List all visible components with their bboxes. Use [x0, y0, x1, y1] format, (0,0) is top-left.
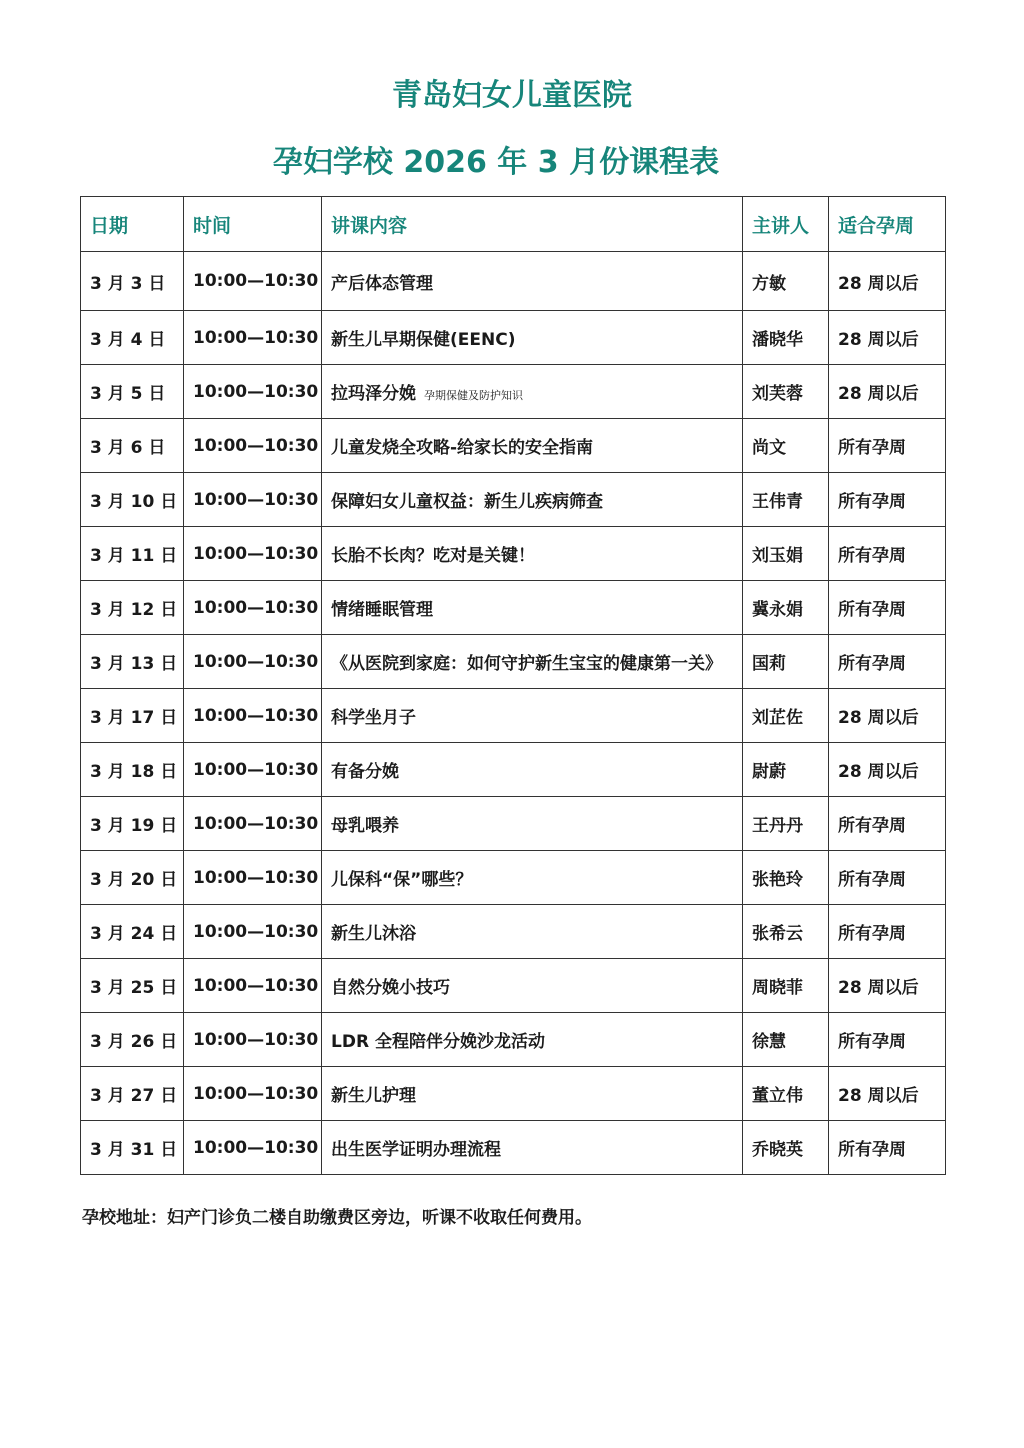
- cell-weeks: 28 周以后: [829, 311, 946, 365]
- cell-date: 3 月 31 日: [81, 1121, 184, 1175]
- cell-weeks: 所有孕周: [829, 1013, 946, 1067]
- cell-topic: [322, 365, 743, 419]
- cell-weeks: 所有孕周: [829, 419, 946, 473]
- cell-weeks: 所有孕周: [829, 1121, 946, 1175]
- cell-topic: [322, 419, 743, 473]
- table-header-row: [81, 197, 946, 252]
- cell-speaker: 张艳玲: [743, 851, 829, 905]
- table-row: [81, 851, 946, 905]
- topic-text: 母乳喂养: [331, 816, 399, 836]
- cell-date: 3 月 18 日: [81, 743, 184, 797]
- cell-topic: [322, 689, 743, 743]
- table-body: [81, 252, 946, 1175]
- cell-time: 10:00—10:30: [184, 797, 322, 851]
- cell-speaker: 尉蔚: [743, 743, 829, 797]
- table-row: [81, 743, 946, 797]
- cell-time: 10:00—10:30: [184, 527, 322, 581]
- table-row: [81, 1067, 946, 1121]
- cell-topic: [322, 797, 743, 851]
- column-header-time: 时间: [184, 197, 322, 252]
- topic-text: LDR 全程陪伴分娩沙龙活动: [331, 1032, 545, 1052]
- cell-topic: [322, 252, 743, 311]
- cell-speaker: 王丹丹: [743, 797, 829, 851]
- cell-topic: [322, 1013, 743, 1067]
- cell-topic: [322, 905, 743, 959]
- column-header-speaker: 主讲人: [743, 197, 829, 252]
- cell-speaker: 张希云: [743, 905, 829, 959]
- topic-text: 出生医学证明办理流程: [331, 1140, 501, 1160]
- cell-date: 3 月 19 日: [81, 797, 184, 851]
- cell-weeks: 所有孕周: [829, 905, 946, 959]
- cell-topic: [322, 743, 743, 797]
- table-row: [81, 1121, 946, 1175]
- topic-text: 情绪睡眠管理: [331, 600, 433, 620]
- hospital-name: 青岛妇女儿童医院: [392, 78, 632, 113]
- table-row: [81, 635, 946, 689]
- topic-text: 新生儿早期保健(EENC): [331, 330, 516, 350]
- cell-date: 3 月 13 日: [81, 635, 184, 689]
- table-row: [81, 581, 946, 635]
- table-row: [81, 311, 946, 365]
- topic-text: 儿童发烧全攻略-给家长的安全指南: [331, 438, 594, 458]
- topic-note: 孕期保健及防护知识: [424, 389, 523, 402]
- table-row: [81, 959, 946, 1013]
- cell-topic: [322, 473, 743, 527]
- cell-speaker: 刘玉娟: [743, 527, 829, 581]
- topic-text: 《从医院到家庭：如何守护新生宝宝的健康第一关》: [331, 654, 722, 674]
- cell-topic: [322, 581, 743, 635]
- cell-speaker: 王伟青: [743, 473, 829, 527]
- cell-time: 10:00—10:30: [184, 473, 322, 527]
- cell-topic: [322, 311, 743, 365]
- cell-time: 10:00—10:30: [184, 419, 322, 473]
- cell-time: 10:00—10:30: [184, 851, 322, 905]
- table-row: [81, 905, 946, 959]
- cell-weeks: 28 周以后: [829, 689, 946, 743]
- cell-weeks: 28 周以后: [829, 743, 946, 797]
- topic-text: 有备分娩: [331, 762, 399, 782]
- cell-time: 10:00—10:30: [184, 1121, 322, 1175]
- cell-date: 3 月 25 日: [81, 959, 184, 1013]
- cell-topic: [322, 959, 743, 1013]
- cell-weeks: 28 周以后: [829, 1067, 946, 1121]
- cell-topic: [322, 851, 743, 905]
- school-address-note: 孕校地址：妇产门诊负二楼自助缴费区旁边，听课不收取任何费用。: [82, 1208, 592, 1228]
- cell-topic: [322, 635, 743, 689]
- course-schedule-table: [80, 196, 946, 1175]
- topic-text: 拉玛泽分娩: [331, 384, 416, 404]
- table-row: [81, 527, 946, 581]
- topic-text: 儿保科“保”哪些？: [331, 870, 473, 890]
- cell-time: 10:00—10:30: [184, 581, 322, 635]
- cell-speaker: 周晓菲: [743, 959, 829, 1013]
- cell-date: 3 月 11 日: [81, 527, 184, 581]
- topic-text: 产后体态管理: [331, 273, 433, 294]
- cell-date: 3 月 12 日: [81, 581, 184, 635]
- cell-time: 10:00—10:30: [184, 905, 322, 959]
- table-row: [81, 689, 946, 743]
- cell-weeks: 28 周以后: [829, 252, 946, 311]
- cell-weeks: 所有孕周: [829, 797, 946, 851]
- cell-time: 10:00—10:30: [184, 252, 322, 311]
- column-header-date: 日期: [81, 197, 184, 252]
- table-row: [81, 473, 946, 527]
- cell-date: 3 月 17 日: [81, 689, 184, 743]
- cell-speaker: 潘晓华: [743, 311, 829, 365]
- cell-date: 3 月 3 日: [81, 252, 184, 311]
- cell-speaker: 董立伟: [743, 1067, 829, 1121]
- cell-time: 10:00—10:30: [184, 1067, 322, 1121]
- topic-text: 自然分娩小技巧: [331, 978, 450, 998]
- cell-speaker: 乔晓英: [743, 1121, 829, 1175]
- cell-weeks: 28 周以后: [829, 959, 946, 1013]
- table-row: [81, 419, 946, 473]
- cell-weeks: 所有孕周: [829, 581, 946, 635]
- cell-speaker: 刘芙蓉: [743, 365, 829, 419]
- cell-date: 3 月 20 日: [81, 851, 184, 905]
- cell-time: 10:00—10:30: [184, 689, 322, 743]
- cell-speaker: 方敏: [743, 252, 829, 311]
- topic-text: 长胎不长肉？吃对是关键！: [331, 546, 535, 566]
- topic-text: 新生儿沐浴: [331, 924, 416, 944]
- cell-weeks: 所有孕周: [829, 851, 946, 905]
- cell-weeks: 所有孕周: [829, 473, 946, 527]
- column-header-weeks: 适合孕周: [829, 197, 946, 252]
- cell-speaker: 尚文: [743, 419, 829, 473]
- cell-date: 3 月 10 日: [81, 473, 184, 527]
- table-row: [81, 1013, 946, 1067]
- cell-topic: [322, 1121, 743, 1175]
- cell-topic: [322, 1067, 743, 1121]
- topic-text: 保障妇女儿童权益：新生儿疾病筛查: [331, 492, 603, 512]
- cell-topic: [322, 527, 743, 581]
- cell-date: 3 月 6 日: [81, 419, 184, 473]
- cell-time: 10:00—10:30: [184, 1013, 322, 1067]
- topic-text: 新生儿护理: [331, 1086, 416, 1106]
- table-row: [81, 365, 946, 419]
- cell-date: 3 月 26 日: [81, 1013, 184, 1067]
- cell-speaker: 徐慧: [743, 1013, 829, 1067]
- table-row: [81, 252, 946, 311]
- topic-text: 科学坐月子: [331, 708, 416, 728]
- table-row: [81, 797, 946, 851]
- cell-speaker: 国莉: [743, 635, 829, 689]
- cell-time: 10:00—10:30: [184, 959, 322, 1013]
- cell-speaker: 冀永娟: [743, 581, 829, 635]
- cell-time: 10:00—10:30: [184, 311, 322, 365]
- cell-time: 10:00—10:30: [184, 365, 322, 419]
- cell-weeks: 28 周以后: [829, 365, 946, 419]
- schedule-title: 孕妇学校 2026 年 3 月份课程表: [272, 145, 720, 180]
- cell-date: 3 月 27 日: [81, 1067, 184, 1121]
- cell-weeks: 所有孕周: [829, 527, 946, 581]
- cell-date: 3 月 24 日: [81, 905, 184, 959]
- cell-weeks: 所有孕周: [829, 635, 946, 689]
- cell-time: 10:00—10:30: [184, 635, 322, 689]
- column-header-topic: 讲课内容: [322, 197, 743, 252]
- cell-time: 10:00—10:30: [184, 743, 322, 797]
- cell-speaker: 刘芷佐: [743, 689, 829, 743]
- cell-date: 3 月 4 日: [81, 311, 184, 365]
- cell-date: 3 月 5 日: [81, 365, 184, 419]
